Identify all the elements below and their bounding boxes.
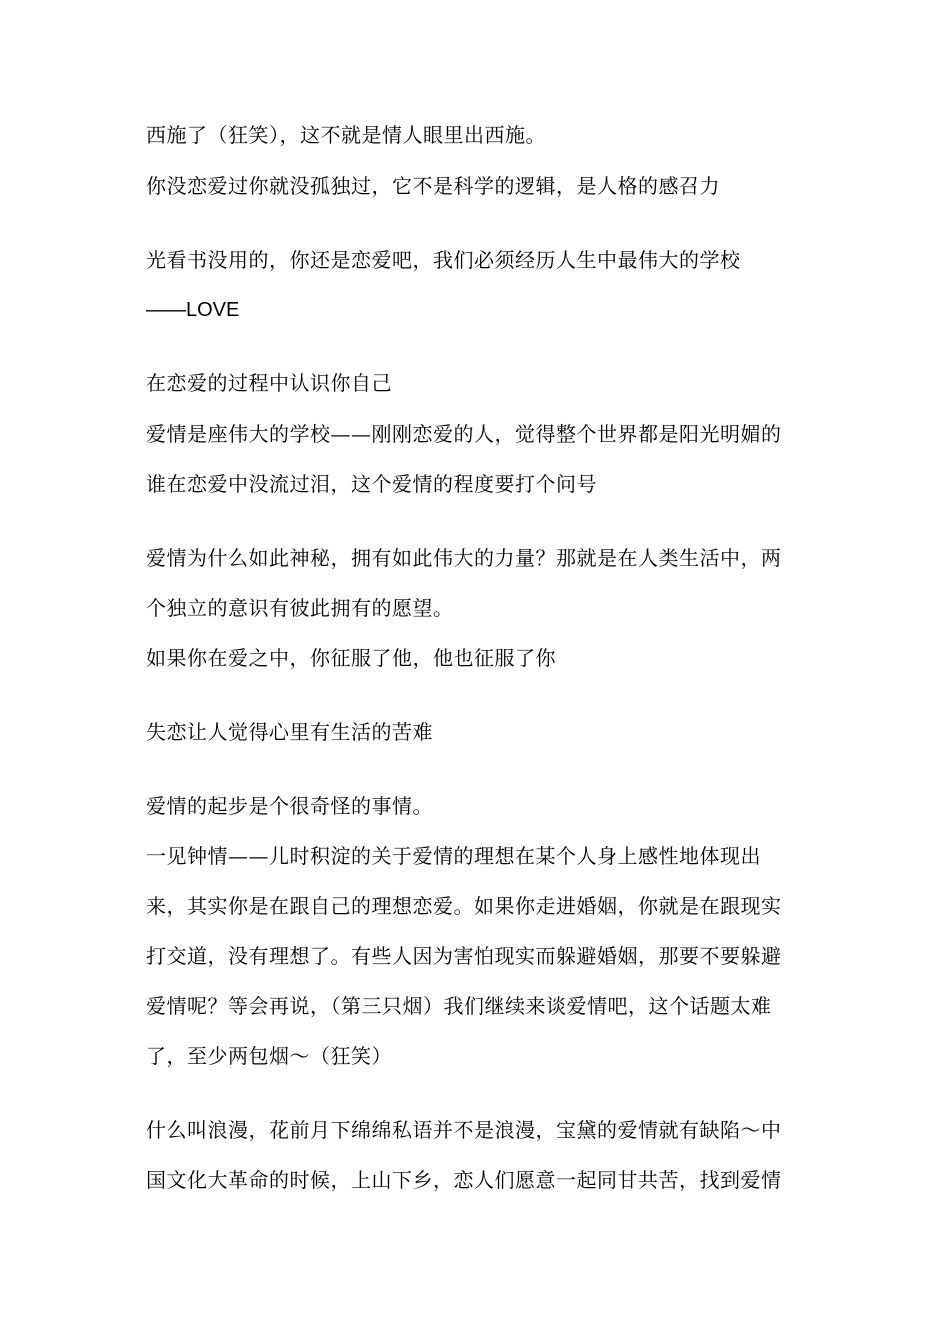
text-line: 爱情呢？等会再说，（第三只烟）我们继续来谈爱情吧，这个话题太难: [146, 994, 772, 1018]
text-line: 一见钟情——儿时积淀的关于爱情的理想在某个人身上感性地体现出: [146, 844, 761, 868]
text-line: 谁在恋爱中没流过泪，这个爱情的程度要打个问号: [146, 472, 597, 496]
text-line: 爱情是座伟大的学校——刚刚恋爱的人，觉得整个世界都是阳光明媚的: [146, 422, 782, 446]
text-line: 光看书没用的，你还是恋爱吧，我们必须经历人生中最伟大的学校: [146, 248, 741, 272]
text-line: ——LOVE: [146, 299, 240, 321]
text-line: 来，其实你是在跟自己的理想恋爱。如果你走进婚姻，你就是在跟现实: [146, 894, 782, 918]
text-line: 打交道，没有理想了。有些人因为害怕现实而躲避婚姻，那要不要躲避: [146, 944, 782, 968]
text-line: 西施了（狂笑），这不就是情人眼里出西施。: [146, 123, 546, 147]
text-line: 在恋爱的过程中认识你自己: [146, 371, 392, 395]
text-line: 爱情的起步是个很奇怪的事情。: [146, 794, 433, 818]
text-line: 了，至少两包烟～（狂笑）: [146, 1044, 392, 1068]
text-line: 个独立的意识有彼此拥有的愿望。: [146, 596, 454, 620]
text-line: 你没恋爱过你就没孤独过，它不是科学的逻辑，是人格的感召力: [146, 174, 720, 198]
text-line: 爱情为什么如此神秘，拥有如此伟大的力量？那就是在人类生活中，两: [146, 546, 782, 570]
text-line: 什么叫浪漫，花前月下绵绵私语并不是浪漫，宝黛的爱情就有缺陷～中: [146, 1118, 782, 1142]
text-line: 国文化大革命的时候，上山下乡，恋人们愿意一起同甘共苦，找到爱情: [146, 1168, 782, 1192]
text-line: 如果你在爱之中，你征服了他，他也征服了你: [146, 646, 556, 670]
text-line: 失恋让人觉得心里有生活的苦难: [146, 720, 433, 744]
